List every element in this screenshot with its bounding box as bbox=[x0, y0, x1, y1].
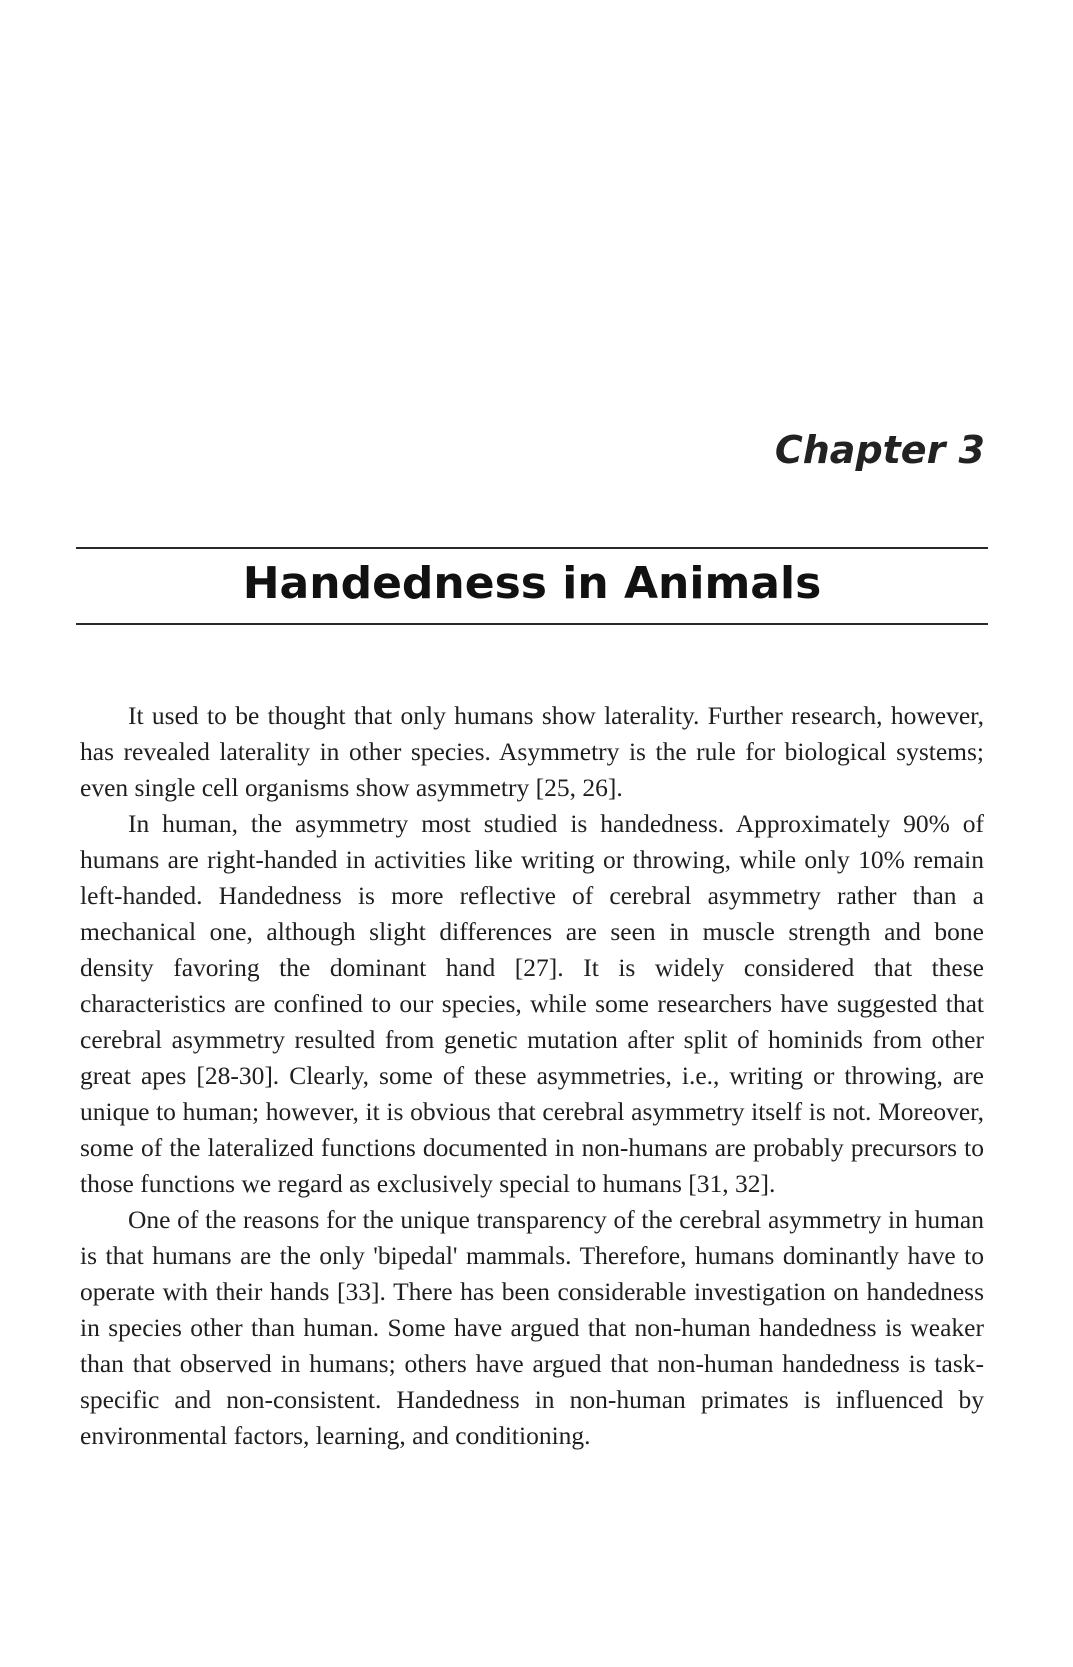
title-rule-top bbox=[76, 547, 988, 549]
paragraph: It used to be thought that only humans show laterality. Further research, however, has revealed laterality in other species. Asymmetry is the rule for biological systems; even single cell organisms show asymmetry [25, 26]. bbox=[80, 701, 984, 802]
chapter-title: Handedness in Animals bbox=[242, 558, 822, 609]
title-rule-bottom bbox=[76, 623, 988, 625]
body-text bbox=[80, 698, 984, 1454]
paragraph: One of the reasons for the unique transparency of the cerebral asymmetry in human is that humans are the only 'bipedal' mammals. Therefore, humans dominantly have to operate with their hands [33]. There has been considerable investigation on handedness in species other than human. Some have argued that non-human handedness is weaker than that observed in humans; others have argued that non-human handedness is task-specific and non-consistent. Handedness in non-human primates is influenced by environmental factors, learning, and conditioning. bbox=[80, 1205, 984, 1450]
paragraph: In human, the asymmetry most studied is handedness. Approximately 90% of humans are right-handed in activities like writing or throwing, while only 10% remain left-handed. Handedness is more reflective of cerebral asymmetry rather than a mechanical one, although slight differences are seen in muscle strength and bone density favoring the dominant hand [27]. It is widely considered that these characteristics are confined to our species, while some researchers have suggested that cerebral asymmetry resulted from genetic mutation after split of hominids from other great apes [28-30]. Clearly, some of these asymmetries, i.e., writing or throwing, are unique to human; however, it is obvious that cerebral asymmetry itself is not. Moreover, some of the lateralized functions documented in non-humans are probably precursors to those functions we regard as exclusively special to humans [31, 32]. bbox=[80, 809, 984, 1198]
chapter-label: Chapter 3 bbox=[774, 428, 985, 472]
